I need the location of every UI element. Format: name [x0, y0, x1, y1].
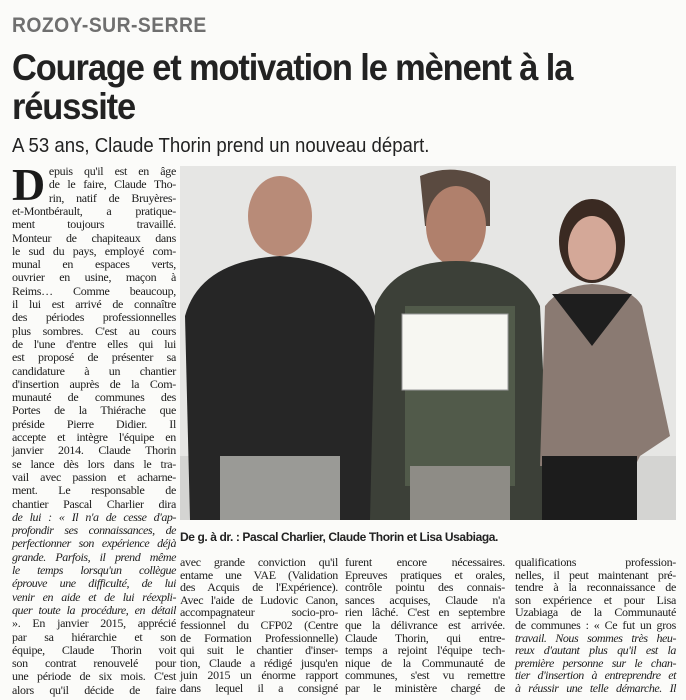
- text-line: ». En janvier 2015, apprécié: [12, 616, 176, 631]
- article-column-4: [515, 556, 676, 695]
- drop-cap: D: [12, 159, 45, 210]
- text-line: Uzabiaga de la Communauté: [515, 605, 676, 620]
- text-line: équipe, Claude Thorin voit: [12, 642, 176, 657]
- article-photo: [180, 166, 676, 520]
- text-line: accompagnateur socio-pro-: [180, 605, 338, 620]
- text-line: fessionnel du CFP02 (Centre: [180, 617, 338, 632]
- text-line: de le faire, Claude Tho-: [48, 177, 176, 192]
- text-line: le sud du pays, employé com-: [12, 243, 176, 258]
- text-line: grande. Parfois, il prend même: [12, 549, 176, 564]
- text-line: que la délivrance est arrivée.: [345, 617, 505, 632]
- text-line: de lui : « Il n'a de cesse d'ap-: [12, 509, 176, 524]
- text-line: vail avec passion et acharne-: [12, 469, 176, 484]
- text-line: première personne sur le chan-: [515, 655, 676, 670]
- text-line: alors qu'il décide de faire: [12, 682, 176, 697]
- text-line: à réussir une telle démarche. Il: [515, 680, 676, 695]
- headline: Courage et motivation le mènent à la réussite: [12, 47, 573, 127]
- photo-illustration: [180, 166, 676, 520]
- text-line: contrôle pointu des connais-: [345, 580, 505, 595]
- text-line: préside Pierre Didier. Il: [12, 416, 176, 431]
- text-line: qui suit le chantier d'inser-: [180, 643, 338, 658]
- text-line: reux d'autant plus qu'il est la: [515, 643, 676, 658]
- text-line: qualifications profession-: [515, 555, 676, 569]
- text-line: epuis qu'il est en âge: [48, 164, 176, 178]
- text-line: rien lâché. C'est en septembre: [345, 605, 505, 620]
- text-line: quer toute la procédure, en détail: [12, 602, 176, 617]
- text-line: Epreuves pratiques et orales,: [345, 567, 505, 582]
- text-line: son contrat renouvelé pour: [12, 656, 176, 671]
- text-line: ment. Le responsable de: [12, 483, 176, 498]
- text-line: éprouve une difficulté, de lui: [12, 576, 176, 591]
- text-line: temps a rejoint l'équipe tech-: [345, 643, 505, 658]
- text-line: perfectionner son expérience déjà: [12, 536, 176, 551]
- text-line: Reims… Comme beaucoup,: [12, 283, 176, 298]
- text-line: nelles, il peut maintenant pré-: [515, 567, 676, 582]
- text-line: se lance dès lors dans le tra-: [12, 456, 176, 471]
- text-line: plus sombres. C'est au cours: [12, 323, 176, 338]
- text-line: candidature à un chantier: [12, 363, 176, 378]
- section-kicker: ROZOY-SUR-SERRE: [12, 14, 207, 37]
- text-line: tendre à la reconnaissance de: [515, 580, 676, 595]
- text-line: Claude Thorin, qui entre-: [345, 630, 505, 645]
- article-column-2: [180, 556, 338, 695]
- text-line: furent encore nécessaires.: [345, 555, 505, 569]
- text-line: munauté de communes des: [12, 390, 176, 405]
- article-column-3: [345, 556, 505, 695]
- text-line: avec grande conviction qu'il: [180, 555, 338, 569]
- text-line: janvier 2014. Claude Thorin: [12, 443, 176, 458]
- text-line: tier d'insertion à entreprendre et: [515, 668, 676, 683]
- article-column-1: [12, 159, 176, 697]
- text-line: Monteur de chapiteaux dans: [12, 230, 176, 245]
- text-line: son expérience et pour Lisa: [515, 592, 676, 607]
- text-line: et-Montbérault, a pratique-: [12, 204, 176, 218]
- subheadline: A 53 ans, Claude Thorin prend un nouveau départ.: [12, 135, 430, 157]
- text-line: dans lequel il a consigné: [180, 680, 338, 695]
- text-line: entame une VAE (Validation: [180, 567, 338, 582]
- text-line: Portes de la Thiérache que: [12, 403, 176, 418]
- text-line: ouvrier en usine, maçon à: [12, 270, 176, 285]
- text-line: il lui est arrivé de connaître: [12, 297, 176, 312]
- text-line: rin, natif de Bruyères-: [48, 190, 176, 205]
- text-line: venir en aide et de lui réexpli-: [12, 589, 176, 604]
- text-line: tion, Claude a rédigé jusqu'en: [180, 655, 338, 670]
- text-line: de communes : « Ce fut un gros: [515, 617, 676, 632]
- text-line: ment toujours travaillé.: [12, 217, 176, 232]
- text-line: est proposé de présenter sa: [12, 350, 176, 365]
- text-line: profondir ses connaissances, de: [12, 523, 176, 538]
- text-line: juin 2015 un énorme rapport: [180, 668, 338, 683]
- text-line: de Formation Professionnelle): [180, 630, 338, 645]
- text-line: chantier Pascal Charlier dira: [12, 496, 176, 511]
- text-line: travail. Nous sommes très heu-: [515, 630, 676, 645]
- text-line: Avec l'aide de Ludovic Canon,: [180, 592, 338, 607]
- text-line: nique de la Communauté de: [345, 655, 505, 670]
- text-line: munal en espaces verts,: [12, 257, 176, 272]
- photo-caption: De g. à dr. : Pascal Charlier, Claude Thorin et Lisa Usabiaga.: [180, 530, 498, 544]
- text-line: communes, s'est vu remettre: [345, 668, 505, 683]
- text-line: des périodes professionnelles: [12, 310, 176, 325]
- text-line: de l'une d'entre elles qui lui: [12, 336, 176, 351]
- text-line: par le ministère chargé de: [345, 680, 505, 695]
- text-line: une période de six mois. C'est: [12, 669, 176, 684]
- text-line: d'insertion auprès de la Com-: [12, 376, 176, 391]
- text-line: sances acquises, Claude n'a: [345, 592, 505, 607]
- text-line: le temps lorsqu'un collègue: [12, 563, 176, 578]
- text-line: des Acquis de l'Expérience).: [180, 580, 338, 595]
- text-line: accepte et intègre l'équipe en: [12, 430, 176, 445]
- text-line: par sa hiérarchie et son: [12, 629, 176, 644]
